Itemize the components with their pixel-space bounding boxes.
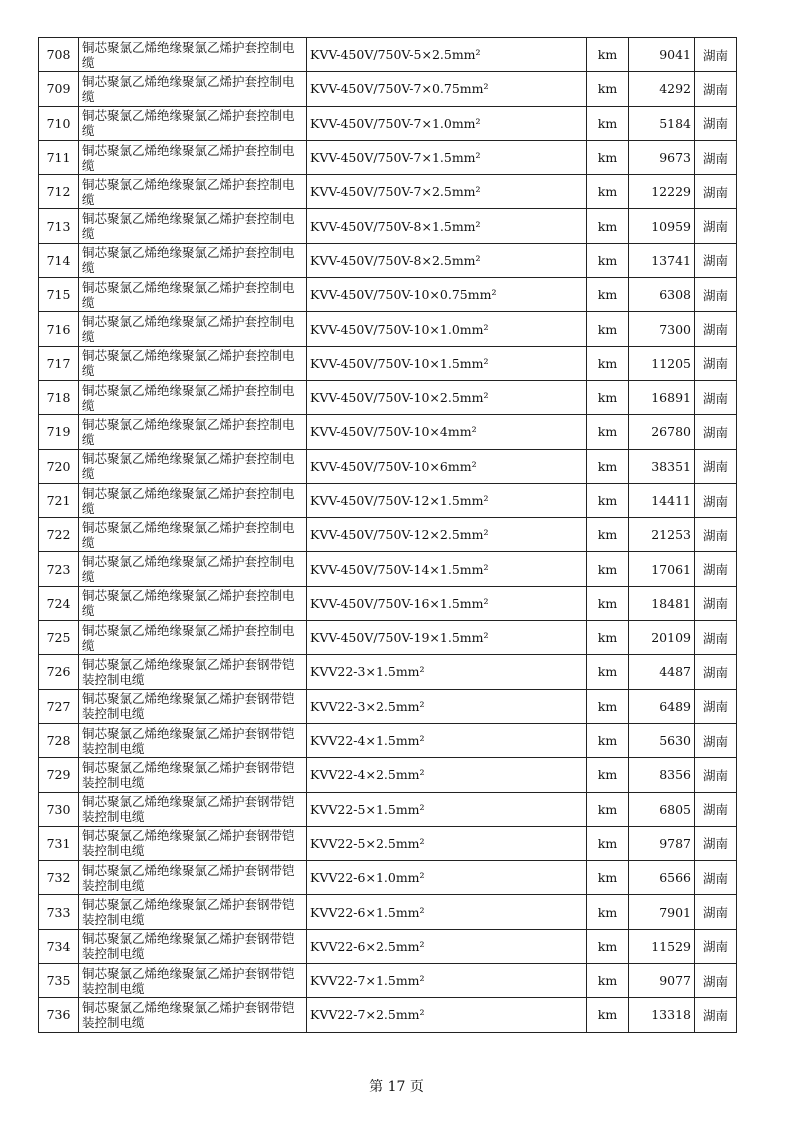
unit: km xyxy=(587,792,629,826)
unit: km xyxy=(587,106,629,140)
unit: km xyxy=(587,723,629,757)
region: 湖南 xyxy=(695,689,737,723)
region: 湖南 xyxy=(695,518,737,552)
unit: km xyxy=(587,243,629,277)
region: 湖南 xyxy=(695,552,737,586)
row-number: 713 xyxy=(39,209,79,243)
unit: km xyxy=(587,380,629,414)
table-row xyxy=(39,449,737,483)
region: 湖南 xyxy=(695,861,737,895)
table-row xyxy=(39,689,737,723)
row-number: 735 xyxy=(39,964,79,998)
region: 湖南 xyxy=(695,415,737,449)
product-name: 铜芯聚氯乙烯绝缘聚氯乙烯护套钢带铠装控制电缆 xyxy=(79,723,307,757)
row-number: 731 xyxy=(39,826,79,860)
row-number: 736 xyxy=(39,998,79,1032)
price: 20109 xyxy=(629,621,695,655)
price: 11529 xyxy=(629,929,695,963)
row-number: 708 xyxy=(39,38,79,72)
table-row xyxy=(39,346,737,380)
table-row xyxy=(39,758,737,792)
table-row xyxy=(39,140,737,174)
table-row xyxy=(39,621,737,655)
product-name: 铜芯聚氯乙烯绝缘聚氯乙烯护套钢带铠装控制电缆 xyxy=(79,826,307,860)
unit: km xyxy=(587,140,629,174)
table-row xyxy=(39,792,737,826)
product-name: 铜芯聚氯乙烯绝缘聚氯乙烯护套控制电缆 xyxy=(79,518,307,552)
product-spec: KVV-450V/750V-10×1.0mm² xyxy=(307,312,587,346)
region: 湖南 xyxy=(695,346,737,380)
row-number: 730 xyxy=(39,792,79,826)
unit: km xyxy=(587,621,629,655)
product-spec: KVV-450V/750V-14×1.5mm² xyxy=(307,552,587,586)
product-name: 铜芯聚氯乙烯绝缘聚氯乙烯护套钢带铠装控制电缆 xyxy=(79,861,307,895)
table-row xyxy=(39,861,737,895)
region: 湖南 xyxy=(695,964,737,998)
product-spec: KVV22-6×1.0mm² xyxy=(307,861,587,895)
product-spec: KVV-450V/750V-10×1.5mm² xyxy=(307,346,587,380)
table-body xyxy=(39,38,737,1033)
unit: km xyxy=(587,175,629,209)
unit: km xyxy=(587,964,629,998)
product-spec: KVV22-3×2.5mm² xyxy=(307,689,587,723)
unit: km xyxy=(587,758,629,792)
row-number: 714 xyxy=(39,243,79,277)
region: 湖南 xyxy=(695,929,737,963)
table-row xyxy=(39,929,737,963)
price: 16891 xyxy=(629,380,695,414)
unit: km xyxy=(587,483,629,517)
unit: km xyxy=(587,552,629,586)
region: 湖南 xyxy=(695,106,737,140)
region: 湖南 xyxy=(695,998,737,1032)
product-name: 铜芯聚氯乙烯绝缘聚氯乙烯护套控制电缆 xyxy=(79,483,307,517)
region: 湖南 xyxy=(695,140,737,174)
region: 湖南 xyxy=(695,38,737,72)
table-row xyxy=(39,518,737,552)
product-spec: KVV-450V/750V-19×1.5mm² xyxy=(307,621,587,655)
price: 6489 xyxy=(629,689,695,723)
table-row xyxy=(39,415,737,449)
table-row xyxy=(39,243,737,277)
product-name: 铜芯聚氯乙烯绝缘聚氯乙烯护套钢带铠装控制电缆 xyxy=(79,895,307,929)
product-name: 铜芯聚氯乙烯绝缘聚氯乙烯护套钢带铠装控制电缆 xyxy=(79,792,307,826)
product-name: 铜芯聚氯乙烯绝缘聚氯乙烯护套控制电缆 xyxy=(79,278,307,312)
row-number: 723 xyxy=(39,552,79,586)
row-number: 716 xyxy=(39,312,79,346)
table-row xyxy=(39,209,737,243)
product-name: 铜芯聚氯乙烯绝缘聚氯乙烯护套控制电缆 xyxy=(79,415,307,449)
product-name: 铜芯聚氯乙烯绝缘聚氯乙烯护套钢带铠装控制电缆 xyxy=(79,964,307,998)
price: 9673 xyxy=(629,140,695,174)
region: 湖南 xyxy=(695,655,737,689)
row-number: 733 xyxy=(39,895,79,929)
region: 湖南 xyxy=(695,826,737,860)
row-number: 710 xyxy=(39,106,79,140)
price: 6308 xyxy=(629,278,695,312)
unit: km xyxy=(587,586,629,620)
product-spec: KVV22-5×2.5mm² xyxy=(307,826,587,860)
price: 7901 xyxy=(629,895,695,929)
region: 湖南 xyxy=(695,449,737,483)
product-spec: KVV-450V/750V-5×2.5mm² xyxy=(307,38,587,72)
product-spec: KVV22-4×2.5mm² xyxy=(307,758,587,792)
product-name: 铜芯聚氯乙烯绝缘聚氯乙烯护套钢带铠装控制电缆 xyxy=(79,998,307,1032)
price: 11205 xyxy=(629,346,695,380)
unit: km xyxy=(587,689,629,723)
price: 8356 xyxy=(629,758,695,792)
price: 14411 xyxy=(629,483,695,517)
region: 湖南 xyxy=(695,243,737,277)
price: 6805 xyxy=(629,792,695,826)
price: 18481 xyxy=(629,586,695,620)
unit: km xyxy=(587,895,629,929)
row-number: 722 xyxy=(39,518,79,552)
table-row xyxy=(39,38,737,72)
product-name: 铜芯聚氯乙烯绝缘聚氯乙烯护套控制电缆 xyxy=(79,175,307,209)
region: 湖南 xyxy=(695,312,737,346)
unit: km xyxy=(587,278,629,312)
row-number: 720 xyxy=(39,449,79,483)
price: 5630 xyxy=(629,723,695,757)
price: 4487 xyxy=(629,655,695,689)
price: 6566 xyxy=(629,861,695,895)
price: 21253 xyxy=(629,518,695,552)
unit: km xyxy=(587,38,629,72)
product-spec: KVV-450V/750V-10×6mm² xyxy=(307,449,587,483)
unit: km xyxy=(587,998,629,1032)
product-spec: KVV-450V/750V-7×2.5mm² xyxy=(307,175,587,209)
price: 38351 xyxy=(629,449,695,483)
unit: km xyxy=(587,861,629,895)
region: 湖南 xyxy=(695,483,737,517)
product-spec: KVV-450V/750V-10×2.5mm² xyxy=(307,380,587,414)
product-name: 铜芯聚氯乙烯绝缘聚氯乙烯护套钢带铠装控制电缆 xyxy=(79,758,307,792)
price: 9077 xyxy=(629,964,695,998)
table-row xyxy=(39,826,737,860)
price: 13741 xyxy=(629,243,695,277)
table-row xyxy=(39,106,737,140)
product-name: 铜芯聚氯乙烯绝缘聚氯乙烯护套控制电缆 xyxy=(79,72,307,106)
row-number: 712 xyxy=(39,175,79,209)
row-number: 728 xyxy=(39,723,79,757)
table-row xyxy=(39,483,737,517)
price: 9041 xyxy=(629,38,695,72)
region: 湖南 xyxy=(695,278,737,312)
table-row xyxy=(39,278,737,312)
product-spec: KVV-450V/750V-12×1.5mm² xyxy=(307,483,587,517)
product-name: 铜芯聚氯乙烯绝缘聚氯乙烯护套控制电缆 xyxy=(79,106,307,140)
unit: km xyxy=(587,312,629,346)
product-name: 铜芯聚氯乙烯绝缘聚氯乙烯护套控制电缆 xyxy=(79,380,307,414)
product-name: 铜芯聚氯乙烯绝缘聚氯乙烯护套钢带铠装控制电缆 xyxy=(79,929,307,963)
unit: km xyxy=(587,929,629,963)
unit: km xyxy=(587,449,629,483)
price: 4292 xyxy=(629,72,695,106)
product-name: 铜芯聚氯乙烯绝缘聚氯乙烯护套控制电缆 xyxy=(79,243,307,277)
product-name: 铜芯聚氯乙烯绝缘聚氯乙烯护套控制电缆 xyxy=(79,552,307,586)
price: 13318 xyxy=(629,998,695,1032)
price: 9787 xyxy=(629,826,695,860)
price: 7300 xyxy=(629,312,695,346)
region: 湖南 xyxy=(695,895,737,929)
product-name: 铜芯聚氯乙烯绝缘聚氯乙烯护套控制电缆 xyxy=(79,621,307,655)
product-spec: KVV22-7×2.5mm² xyxy=(307,998,587,1032)
region: 湖南 xyxy=(695,380,737,414)
product-name: 铜芯聚氯乙烯绝缘聚氯乙烯护套控制电缆 xyxy=(79,140,307,174)
row-number: 718 xyxy=(39,380,79,414)
product-name: 铜芯聚氯乙烯绝缘聚氯乙烯护套控制电缆 xyxy=(79,449,307,483)
product-spec: KVV-450V/750V-8×1.5mm² xyxy=(307,209,587,243)
product-spec: KVV22-3×1.5mm² xyxy=(307,655,587,689)
row-number: 709 xyxy=(39,72,79,106)
region: 湖南 xyxy=(695,209,737,243)
row-number: 726 xyxy=(39,655,79,689)
row-number: 719 xyxy=(39,415,79,449)
region: 湖南 xyxy=(695,758,737,792)
region: 湖南 xyxy=(695,72,737,106)
region: 湖南 xyxy=(695,792,737,826)
product-spec: KVV-450V/750V-7×0.75mm² xyxy=(307,72,587,106)
product-name: 铜芯聚氯乙烯绝缘聚氯乙烯护套控制电缆 xyxy=(79,346,307,380)
product-spec: KVV-450V/750V-10×4mm² xyxy=(307,415,587,449)
row-number: 732 xyxy=(39,861,79,895)
price: 26780 xyxy=(629,415,695,449)
region: 湖南 xyxy=(695,621,737,655)
region: 湖南 xyxy=(695,586,737,620)
product-spec: KVV-450V/750V-12×2.5mm² xyxy=(307,518,587,552)
price: 5184 xyxy=(629,106,695,140)
table-row xyxy=(39,72,737,106)
price: 10959 xyxy=(629,209,695,243)
table-row xyxy=(39,723,737,757)
table-row xyxy=(39,998,737,1032)
product-spec: KVV-450V/750V-10×0.75mm² xyxy=(307,278,587,312)
product-spec: KVV22-7×1.5mm² xyxy=(307,964,587,998)
table-row xyxy=(39,655,737,689)
region: 湖南 xyxy=(695,175,737,209)
table-row xyxy=(39,964,737,998)
price: 12229 xyxy=(629,175,695,209)
unit: km xyxy=(587,655,629,689)
table-row xyxy=(39,175,737,209)
row-number: 715 xyxy=(39,278,79,312)
price-table xyxy=(38,37,737,1033)
product-spec: KVV22-5×1.5mm² xyxy=(307,792,587,826)
unit: km xyxy=(587,209,629,243)
product-name: 铜芯聚氯乙烯绝缘聚氯乙烯护套控制电缆 xyxy=(79,312,307,346)
product-name: 铜芯聚氯乙烯绝缘聚氯乙烯护套控制电缆 xyxy=(79,209,307,243)
row-number: 717 xyxy=(39,346,79,380)
row-number: 725 xyxy=(39,621,79,655)
row-number: 724 xyxy=(39,586,79,620)
table-row xyxy=(39,895,737,929)
unit: km xyxy=(587,346,629,380)
product-name: 铜芯聚氯乙烯绝缘聚氯乙烯护套钢带铠装控制电缆 xyxy=(79,655,307,689)
table-row xyxy=(39,586,737,620)
unit: km xyxy=(587,826,629,860)
unit: km xyxy=(587,415,629,449)
product-spec: KVV22-6×1.5mm² xyxy=(307,895,587,929)
product-spec: KVV-450V/750V-7×1.0mm² xyxy=(307,106,587,140)
product-spec: KVV22-6×2.5mm² xyxy=(307,929,587,963)
product-spec: KVV-450V/750V-8×2.5mm² xyxy=(307,243,587,277)
row-number: 729 xyxy=(39,758,79,792)
region: 湖南 xyxy=(695,723,737,757)
row-number: 721 xyxy=(39,483,79,517)
product-spec: KVV-450V/750V-7×1.5mm² xyxy=(307,140,587,174)
product-spec: KVV22-4×1.5mm² xyxy=(307,723,587,757)
product-spec: KVV-450V/750V-16×1.5mm² xyxy=(307,586,587,620)
unit: km xyxy=(587,72,629,106)
page-number: 第 17 页 xyxy=(369,1079,424,1095)
table-row xyxy=(39,312,737,346)
product-name: 铜芯聚氯乙烯绝缘聚氯乙烯护套控制电缆 xyxy=(79,586,307,620)
unit: km xyxy=(587,518,629,552)
row-number: 734 xyxy=(39,929,79,963)
table-row xyxy=(39,380,737,414)
row-number: 711 xyxy=(39,140,79,174)
table-row xyxy=(39,552,737,586)
row-number: 727 xyxy=(39,689,79,723)
product-name: 铜芯聚氯乙烯绝缘聚氯乙烯护套钢带铠装控制电缆 xyxy=(79,689,307,723)
price: 17061 xyxy=(629,552,695,586)
product-name: 铜芯聚氯乙烯绝缘聚氯乙烯护套控制电缆 xyxy=(79,38,307,72)
